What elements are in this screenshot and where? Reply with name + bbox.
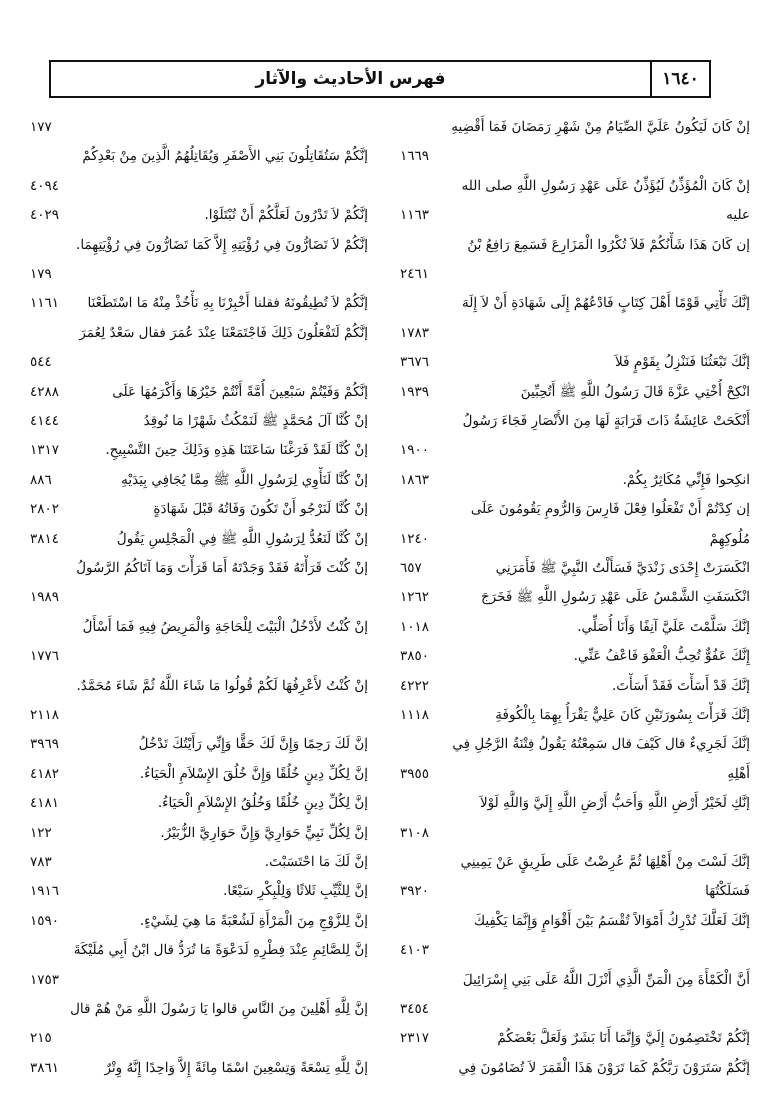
hadith-text: إنَّكُمْ تَخْتَصِمُونَ إِلَيَّ وَإِنَّمَا أَنَا بَشَرٌ وَلَعَلَّ بَعْضَكُمْ [497, 1030, 750, 1047]
index-entry [400, 878, 750, 905]
hadith-text: إنْ كُنَّا لَقَدْ فَرَغْنَا سَاعَتَنَا هَذِهِ وَذَلِكَ حِينَ التَّسْبِيحِ. [105, 442, 368, 459]
hadith-text: إنَّ لِلَّهِ أَهْلِينَ مِنَ النَّاسِ قالوا يَا رَسُولَ اللَّهِ مَنْ هُمْ قال [70, 1001, 368, 1017]
hadith-text: أَنَّ الْكَمْأَةَ مِنَ الْمَنِّ الَّذِي أَنْزَلَ اللَّهُ عَلَى بَنِي إِسْرَائِيلَ [462, 971, 750, 988]
index-entry [400, 908, 750, 935]
hadith-number: ٣٩٦٩ [30, 736, 60, 753]
hadith-text: إنْ كَانَ الْمُؤَذِّنُ لَيُؤَذِّنُ عَلَى عَهْدِ رَسُولِ اللَّهِ صلى الله [461, 177, 750, 194]
page-title: فهرس الأحاديث والآثار [255, 69, 446, 89]
index-entry [400, 584, 750, 611]
hadith-text: إنَّكُمْ وَفَيْتُمْ سَبْعِينَ أُمَّةً أَنْتُمْ خَيْرُهَا وَأَكْرَمُهَا عَلَى [112, 383, 368, 400]
hadith-number: ٤٠٢٩ [30, 207, 60, 224]
hadith-text: إنَّ لَكَ رَحِمًا وَإِنَّ لَكَ حَقًّا وَإِنِّي رَأَيْتُكَ تَدْخُلُ [138, 736, 368, 753]
hadith-text: إنَّكَ لَجَرِيءٌ قال كَيْفَ قال سَمِعْتُهُ يَقُولُ فِتْنَةُ الرَّجُلِ فِي [452, 736, 750, 753]
index-entry [30, 526, 368, 553]
index-entry [30, 290, 368, 317]
hadith-number: ٣٩٢٠ [400, 883, 430, 900]
index-entry [30, 349, 368, 376]
index-entry [400, 1025, 750, 1052]
index-entry [30, 1055, 368, 1082]
hadith-number: ١٢٤٠ [400, 530, 430, 547]
hadith-text: أَنْكَحَتْ عَائِشَةُ ذَاتَ قَرَابَةٍ لَهَا مِنَ الأَنْصَارِ فَجَاءَ رَسُولُ [462, 413, 750, 429]
hadith-number: ٢٤٦١ [400, 266, 430, 282]
index-entry [30, 496, 368, 523]
hadith-number: ١٧٩ [30, 266, 52, 282]
index-entry [30, 232, 368, 259]
page-header [49, 60, 711, 98]
hadith-text: إنَّ لِلَّهِ تِسْعَةً وَتِسْعِينَ اسْمًا مِائَةً إِلاَّ وَاحِدًا إِنَّهُ وِتْرٌ [104, 1059, 368, 1076]
index-entry [30, 202, 368, 229]
index-entry [400, 290, 750, 317]
hadith-number: ١٧٨٣ [400, 324, 430, 341]
index-entry [400, 643, 750, 670]
index-entry [400, 408, 750, 435]
index-entry [30, 173, 368, 200]
index-entry [400, 114, 750, 141]
hadith-number: ١٥٩٠ [30, 912, 60, 929]
hadith-number: ١٧٧ [30, 119, 52, 135]
index-entry [400, 820, 750, 847]
index-entry [400, 349, 750, 376]
hadith-text: إنَّ لِكُلِّ دِينٍ خُلُقًا وَخُلُقُ الإِسْلاَمِ الْحَيَاءُ. [157, 795, 368, 812]
hadith-text: أَهْلِهِ [727, 765, 750, 782]
hadith-text: إنَّ لِلثَّيِّبِ ثَلاثًا وَلِلْبِكْرِ سَبْعًا. [223, 883, 368, 900]
hadith-number: ٢٣١٧ [400, 1030, 430, 1047]
index-entry [30, 996, 368, 1023]
index-entry [30, 702, 368, 729]
hadith-number: ١٩٣٩ [400, 383, 430, 400]
hadith-text: إنْ كُنْتُ لأَعْرِفُهَا لَكُمْ قُولُوا مَا شَاءَ اللَّهُ ثُمَّ شَاءَ مُحَمَّدٌ. [76, 677, 368, 694]
hadith-text: إنَّكُمْ سَتُقَاتِلُونَ بَنِي الأَصْفَرِ وَيُقَاتِلُهُمُ الَّذِينَ مِنْ بَعْدِكُمْ [82, 148, 368, 165]
index-entry [400, 437, 750, 464]
index-entry [400, 702, 750, 729]
hadith-number: ١٩٠٠ [400, 442, 430, 459]
hadith-number: ٤١٠٣ [400, 942, 430, 959]
index-entry [400, 967, 750, 994]
index-entry [30, 614, 368, 641]
hadith-text: إنَّكُمْ لاَ تَضَارُّونَ فِي رُؤْيَتِهِ إِلاَّ كَمَا تَضَارُّونَ فِي رُؤْيَتِهِمَا. [76, 236, 368, 253]
hadith-number: ٤١٤٤ [30, 413, 60, 429]
hadith-text: إنْ كَانَ لَيَكُونُ عَلَيَّ الصِّيَامُ مِنْ شَهْرِ رَمَضَانَ فَمَا أَقْضِيهِ [451, 119, 750, 135]
hadith-number: ١٧٥٣ [30, 971, 60, 988]
hadith-text: إنْ كُنَّا لَنَعُدُّ لِرَسُولِ اللَّهِ ﷺ فِي الْمَجْلِسِ يَقُولُ [116, 530, 368, 547]
index-entry [400, 614, 750, 641]
index-entry [400, 673, 750, 700]
index-entry [400, 232, 750, 259]
hadith-text: إنَّكَ سَلَّمْتَ عَلَيَّ آنِفًا وَأَنَا أُصَلِّي. [577, 618, 750, 635]
index-entry [30, 143, 368, 170]
index-entry [400, 849, 750, 876]
hadith-text: إنَّ لِلصَّائِمِ عِنْدَ فِطْرِهِ لَدَعْوَةً مَا تُرَدُّ قال ابْنُ أَبِي مُلَيْكَةَ [73, 942, 368, 959]
index-entry [30, 379, 368, 406]
hadith-text: إن كِدْتُمْ أَنْ تَفْعَلُوا فِعْلَ فَارِسَ وَالرُّومِ يَقُومُونَ عَلَى [470, 501, 750, 518]
hadith-text: انْكَسَرَتْ إِحْدَى زَنْدَيَّ فَسَأَلْتُ النَّبِيَّ ﷺ فَأَمَرَنِي [495, 560, 750, 576]
index-entry [400, 1055, 750, 1082]
hadith-text: فَسَلَكْتُهَا [705, 883, 750, 900]
hadith-number: ١٢٦٢ [400, 589, 430, 606]
hadith-number: ٣٦٧٦ [400, 354, 430, 371]
hadith-text: إنَّكَ لَعَلَّكَ تُدْرِكُ أَمْوَالاً تُقْسَمُ بَيْنَ أَقْوَامٍ وَإِنَّمَا يَكْفِيكَ [473, 912, 750, 929]
index-entry [30, 673, 368, 700]
hadith-text: إنَّكَ لَسْتَ مِنْ أَهْلِهَا ثُمَّ عُرِضْتُ عَلَى طَرِيقٍ عَنْ يَمِينِي [460, 854, 750, 870]
index-entry [400, 555, 750, 582]
hadith-text: إنَّ لَكَ مَا احْتَسَبْتَ. [264, 854, 368, 870]
index-entry [400, 379, 750, 406]
hadith-text: انْكَسَفَتِ الشَّمْسُ عَلَى عَهْدِ رَسُولِ اللَّهِ ﷺ فَخَرَجَ [480, 589, 750, 606]
index-entry [30, 555, 368, 582]
index-entry [30, 761, 368, 788]
hadith-text: إنَّكَ تَأْتِي قَوْمًا أَهْلَ كِتَابٍ فَادْعُهُمْ إِلَى شَهَادَةِ أَنْ لاَ إِلَهَ [461, 295, 750, 312]
index-entry [400, 467, 750, 494]
hadith-text: إنَّكَ تَبْعَثُنَا فَنَنْزِلُ بِقَوْمٍ فَلاَ [615, 354, 750, 371]
hadith-text: إنْ كُنْتَ قَرَأْتَهُ فَقَدْ وَجَدْتَهُ أَمَا قَرَأْتَ وَمَا آتَاكُمُ الرَّسُولُ [76, 560, 368, 576]
hadith-number: ٨٨٦ [30, 471, 52, 488]
hadith-number: ١١٦١ [30, 295, 60, 312]
page-number: ١٦٤٠ [650, 62, 709, 96]
hadith-text: انكِحوا فَإِنِّي مُكَاثِرٌ بِكُمْ. [622, 471, 750, 488]
hadith-text: إنْ كُنَّا لَنَرْجُو أَنْ تَكُونَ وَفَاتُهُ قَبْلَ شَهَادَةٍ [153, 501, 368, 518]
hadith-text: إنَّكُمْ لاَ تَدْرُونَ لَعَلَّكُمْ أَنْ تُبْتَلَوْا. [204, 207, 368, 224]
hadith-number: ٢١١٨ [30, 707, 60, 723]
hadith-number: ١٠١٨ [400, 618, 430, 635]
hadith-number: ١٩٨٩ [30, 589, 60, 606]
hadith-text: إنَّكُمْ لَتَفْعَلُونَ ذَلِكَ فَاجْتَمَعْنَا عِنْدَ عُمَرَ فقال سَعْدٌ لِعُمَرَ [79, 324, 368, 341]
hadith-text: إنْ كُنَّا لَنَأْوِي لِرَسُولِ اللَّهِ ﷺ مِمَّا يُجَافِي بِيَدَيْهِ [121, 471, 368, 488]
hadith-number: ٤١٨٢ [30, 765, 60, 782]
hadith-number: ٣٨٥٠ [400, 648, 430, 665]
hadith-text: إنَّكُمْ سَتَرَوْنَ رَبَّكُمْ كَمَا تَرَوْنَ هَذَا الْقَمَرَ لاَ تُضَامُونَ فِي [458, 1059, 750, 1076]
hadith-text: إنَّ لِلزَّوْجِ مِنَ الْمَرْأَةِ لَشُعْبَةً مَا هِيَ لِشَيْءٍ. [139, 912, 368, 929]
index-entry [30, 320, 368, 347]
index-entry [400, 996, 750, 1023]
hadith-number: ٤٠٩٤ [30, 177, 60, 194]
index-entry [400, 731, 750, 758]
hadith-number: ٣٨١٤ [30, 530, 60, 547]
hadith-text: إن كَانَ هَذَا شَأْنُكُمْ فَلاَ تُكْرُوا الْمَزَارِعَ فَسَمِعَ رَافِعُ بْنُ [467, 236, 750, 253]
index-entry [30, 731, 368, 758]
hadith-number: ١١٦٣ [400, 207, 430, 224]
index-entry [30, 967, 368, 994]
hadith-number: ٦٥٧ [400, 560, 422, 576]
hadith-text: عليه [726, 207, 750, 224]
index-entry [400, 937, 750, 964]
hadith-text: إنَّكَ قَرَأْتَ بِسُورَتَيْنِ كَانَ عَلِيٌّ يَقْرَأُ بِهِمَا بِالْكُوفَةِ [495, 707, 750, 723]
hadith-number: ٤٢٨٨ [30, 383, 60, 400]
hadith-text: إنْ كُنْتُ لأَدْخُلُ الْبَيْتَ لِلْحَاجَةِ وَالْمَرِيضُ فِيهِ فَمَا أَسْأَلُ [82, 618, 368, 635]
hadith-number: ١٩١٦ [30, 883, 60, 900]
index-entry [400, 790, 750, 817]
hadith-number: ١١١٨ [400, 707, 430, 723]
index-entry [400, 320, 750, 347]
hadith-number: ١٦٦٩ [400, 148, 430, 165]
index-entry [30, 1025, 368, 1052]
index-entry [30, 584, 368, 611]
index-entry [400, 261, 750, 288]
index-entry [30, 408, 368, 435]
hadith-number: ٧٨٣ [30, 854, 52, 870]
index-entry [400, 173, 750, 200]
hadith-text: إِنَّكَ عَفُوٌّ تُحِبُّ الْعَفْوَ فَاعْفُ عَنِّي. [573, 648, 750, 665]
hadith-text: إنْ كُنَّا آلَ مُحَمَّدٍ ﷺ لَنَمْكُثُ شَهْرًا مَا نُوقِدُ [143, 413, 368, 429]
index-entry [30, 878, 368, 905]
index-entry [400, 526, 750, 553]
hadith-number: ٢١٥ [30, 1030, 52, 1047]
hadith-text: مُلُوكِهِمْ [709, 530, 750, 547]
hadith-number: ٢٨٠٢ [30, 501, 60, 518]
hadith-text: إنَّكِ لَخَيْرُ أَرْضِ اللَّهِ وَأَحَبُّ أَرْضِ اللَّهِ إِلَيَّ وَاللَّهِ لَوْلاَ [479, 795, 750, 812]
hadith-number: ١٧٧٦ [30, 648, 60, 665]
index-entry [30, 467, 368, 494]
index-entry [30, 114, 368, 141]
index-entry [30, 937, 368, 964]
hadith-text: إنَّكُمْ لاَ تُطِيقُونَهُ فقلنا أَخْبِرْنَا بِهِ نَأْخُذْ مِنْهُ مَا اسْتَطَعْنَا [87, 295, 368, 312]
index-entry [30, 790, 368, 817]
hadith-number: ٤١٨١ [30, 795, 60, 812]
hadith-text: انْكِحْ أُخْتِي عَزَّةَ قَالَ رَسُولُ اللَّهِ ﷺ أَتُحِبِّينَ [520, 383, 750, 400]
hadith-number: ٣٤٥٤ [400, 1001, 430, 1017]
index-entry [30, 437, 368, 464]
hadith-number: ٣٩٥٥ [400, 765, 430, 782]
index-entry [30, 643, 368, 670]
hadith-number: ٤٢٢٢ [400, 677, 430, 694]
index-entry [400, 761, 750, 788]
hadith-number: ١٢٢ [30, 824, 52, 841]
hadith-text: إنَّ لِكُلِّ نَبِيٍّ حَوَارِيَّ وَإِنَّ حَوَارِيَّ الزُّبَيْرُ. [160, 824, 368, 841]
index-entry [30, 849, 368, 876]
hadith-number: ٣١٠٨ [400, 824, 430, 841]
hadith-number: ١٨٦٣ [400, 471, 430, 488]
hadith-number: ٥٤٤ [30, 354, 52, 371]
index-entry [30, 261, 368, 288]
index-entry [30, 820, 368, 847]
index-entry [400, 496, 750, 523]
hadith-text: إنَّكَ قَدْ أَسَأْتَ فَقَدْ أَسَأْتَ. [611, 677, 750, 694]
index-entry [400, 143, 750, 170]
hadith-number: ١٣١٧ [30, 442, 60, 459]
index-entry [400, 202, 750, 229]
hadith-text: إنَّ لِكُلِّ دِينٍ خُلُقًا وَإِنَّ خُلُقَ الإِسْلاَمِ الْحَيَاءُ. [139, 765, 368, 782]
hadith-number: ٣٨٦١ [30, 1059, 60, 1076]
index-entry [30, 908, 368, 935]
